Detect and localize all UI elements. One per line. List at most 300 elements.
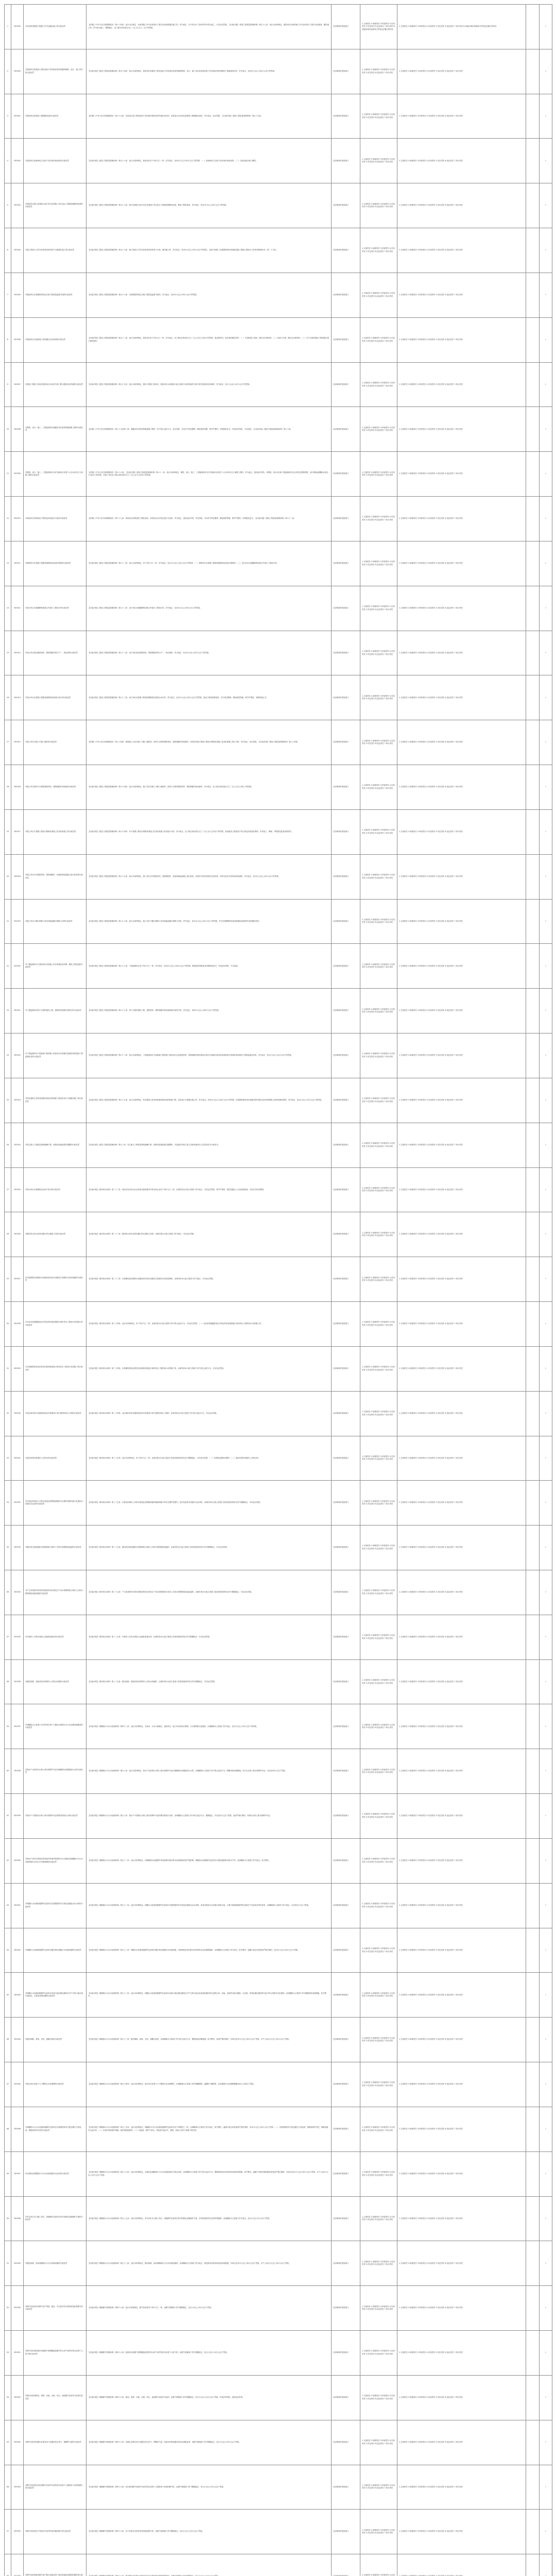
row-number: 32	[5, 1391, 11, 1436]
check-mark: √	[540, 1615, 552, 1659]
responsibility-items: 1.立案责任 2.调查责任 3.审查责任 4.告知责任 5.决定责任 6.送达责任 7.执行责任	[360, 809, 397, 854]
accountability-note: 1.立案责任 2.调查责任 3.审查责任 4.告知责任 5.决定责任 6.送达责任 7.执行责任	[397, 2018, 526, 2062]
accountability-note: 1.立案责任 2.调查责任 3.审查责任 4.告知责任 5.决定责任 6.送达责任 7.执行责任	[397, 809, 526, 854]
row-number: 54	[5, 2375, 11, 2420]
table-row	[5, 854, 552, 899]
responsible-department: 住房和城乡建设部门	[332, 94, 360, 139]
row-number: 46	[5, 2018, 11, 2062]
responsible-department: 住房和城乡建设部门	[332, 1704, 360, 1749]
table-row	[5, 1704, 552, 1749]
row-number: 2	[5, 49, 11, 94]
check-mark: √	[540, 362, 552, 407]
row-number: 22	[5, 944, 11, 989]
remark	[526, 2196, 540, 2241]
responsibility-items: 1.立案责任 2.调查责任 3.审查责任 4.告知责任 5.决定责任 6.送达责任 7.执行责任	[360, 228, 397, 273]
row-number: 25	[5, 1078, 11, 1123]
legal-basis: 【行政法规】《建设工程质量管理条例》第六十四条：有不按照工程设计图纸或者施工技术标准施工的其他行为的，责令改正，处工程合同价款百分之二以上百分之四以下的罚款；造成建设工程质量不符合规定的质量标准的，负责返工、修理，并赔偿因此造成的损失。	[86, 809, 332, 854]
row-number: 9	[5, 362, 11, 407]
accountability-note: 1.立案责任 2.调查责任 3.审查责任 4.告知责任 5.决定责任 6.送达责任 7.执行责任 8.其他法律法规规章文件规定应履行的责任	[397, 5, 526, 49]
remark	[526, 899, 540, 944]
check-mark: √	[540, 631, 552, 675]
accountability-note: 1.立案责任 2.调查责任 3.审查责任 4.告知责任 5.决定责任 6.送达责任 7.执行责任	[397, 1928, 526, 1973]
accountability-note: 1.立案责任 2.调查责任 3.审查责任 4.告知责任 5.决定责任 6.送达责任 7.执行责任	[397, 362, 526, 407]
responsibility-items: 1.立案责任 2.调查责任 3.审查责任 4.告知	[360, 2554, 397, 2576]
responsible-department: 住房和城乡建设部门	[332, 765, 360, 810]
legal-basis: 【法律】《中华人民共和国建筑法》第六十四条：违反本法规定，未取得施工许可证或者开工报告未经批准擅自施工的，责令改正，对不符合开工条件的责令停止施工，可以处以罚款。【行政法规】《建设工程质量管理条例》第五十七条：违反本条例规定，建设单位未取得施工许可证或者开工报告未经批准，擅自施工的，责令停止施工，限期改正，处工程合同价款百分之一以上百分之二以下的罚款。	[86, 5, 332, 49]
legal-basis: 【行政法规】《城镇排水与污水处理条例》第五十二条：违反本条例规定，城镇污水处理设施维护运营单位未按照国家有关规定检测进出水水质的，或者未报送污水处理水质和水量、主要污染物削减量等信息和生产运营成本等信息的，由城镇排水主管部门责令改正，可以处5万元以下罚款。	[86, 1883, 332, 1928]
item-name: 对擅自拆除、改动城镇排水与污水处理设施的行政处罚	[24, 2241, 86, 2286]
table-row	[5, 1033, 552, 1078]
remark	[526, 1436, 540, 1481]
legal-basis: 【行政法规】《城镇燃气管理条例》第四十六条：向未取得燃气经营许可证的单位或者个人提供用于经营的燃气的，由燃气管理部门责令限期改正，处1万元以上10万元以下罚款。	[86, 2465, 332, 2510]
item-name: 对设计单位未按照工程建设强制性标准进行设计的行政处罚	[24, 675, 86, 720]
legal-basis: 【行政法规】《城市供水条例》第三十三条：未按照规定检修供水设施或者在供水设施发生故障后未及时抢修的，由城市供水行政主管部门责令改正，可以处以罚款。	[86, 1257, 332, 1302]
check-mark: √	[540, 809, 552, 854]
legal-basis: 【行政法规】《城镇排水与污水处理条例》第五十六条：违反本条例规定，从事危及城镇排水与污水处理设施安全的活动的，由城镇排水主管部门责令停止违法行为，限期恢复原状或者采取其他补救措施，给予警告；逾期不采取补救措施或者造成严重后果的，对单位处10万元以上30万元以下罚款，对个人处2万元以上10万元以下罚款。	[86, 2151, 332, 2196]
responsible-department: 住房和城乡建设部门	[332, 2286, 360, 2331]
remark	[526, 5, 540, 49]
legal-basis: 【行政法规】《城镇燃气管理条例》第四十六条：违反本条例规定，燃气经营者有下列行为之一的，由燃气管理部门责令限期改正，处1万元以上10万元以下罚款。	[86, 2286, 332, 2331]
responsible-department: 住房和城乡建设部门	[332, 541, 360, 586]
table-row	[5, 1481, 552, 1526]
table-row	[5, 989, 552, 1033]
check-mark: √	[540, 1838, 552, 1883]
check-mark	[540, 2554, 552, 2576]
accountability-note: 1.立案责任 2.调查责任 3.审查责任 4.告知责任 5.决定责任 6.送达责任 7.执行责任	[397, 452, 526, 497]
item-code: 330330	[11, 1391, 24, 1436]
item-code: 330349	[11, 2241, 24, 2286]
item-code: 330336	[11, 1659, 24, 1704]
check-mark: √	[540, 49, 552, 94]
item-name: 对燃气经营者拒绝向市政燃气管网覆盖范围内符合用气条件的单位或者个人供气的行政处罚	[24, 2331, 86, 2376]
row-number: 57	[5, 2510, 11, 2554]
accountability-note: 1.立案责任 2.调查责任 3.审查责任 4.告知责任 5.决定责任 6.送达责任 7.执行责任	[397, 1257, 526, 1302]
item-code: 330340	[11, 1838, 24, 1883]
legal-basis: 【行政法规】《城镇排水与污水处理条例》第五十三条：擅自倾倒、堆放、丢弃、遗撒污泥的，由城镇排水主管部门责令停止违法行为，限期采取治理措施，给予警告；造成严重后果的，对单位处10万元以上50万元以下罚款，对个人处2万元以上10万元以下罚款。	[86, 2018, 332, 2062]
responsible-department: 住房和城乡建设部门	[332, 1167, 360, 1212]
item-name: 对盗用或者转供城市公共供水的行政处罚	[24, 1436, 86, 1481]
accountability-note: 1.立案责任 2.调查责任 3.审查责任 4.告知责任 5.决定责任 6.送达责任 7.执行责任	[397, 497, 526, 541]
legal-basis: 【行政法规】《建设工程质量管理条例》第六十三条：设计单位未按照工程建设强制性标准进行设计的，责令改正，处10万元以上30万元以下的罚款；造成工程质量事故的，责令停业整顿，降低资质等级；情节严重的，吊销资质证书。	[86, 675, 332, 720]
item-name: 对燃气经营者倒卖、抵押、出租、出借、转让、涂改燃气经营许可证的行政处罚	[24, 2375, 86, 2420]
remark	[526, 228, 540, 273]
responsibility-items: 1.立案责任 2.调查责任 3.审查责任 4.告知责任 5.决定责任 6.送达责任 7.执行责任	[360, 273, 397, 317]
table-row	[5, 49, 552, 94]
item-name: 对城镇污水处理设施维护运营单位未按照国家有关规定检测进出水水质的行政处罚	[24, 1883, 86, 1928]
responsibility-items: 1.立案责任 2.调查责任 3.审查责任 4.告知责任 5.决定责任 6.送达责任 7.执行责任	[360, 1973, 397, 2018]
responsibility-items: 1.立案责任 2.调查责任 3.审查责任 4.告知责任 5.决定责任 6.送达责任 7.执行责任	[360, 497, 397, 541]
item-code: 330309	[11, 452, 24, 497]
legal-basis: 【行政法规】《城市供水条例》第三十五条：产生或者使用有毒有害物质的单位将其生产用水管网系统与城市公共供水管网系统直接连接的，由城市供水行政主管部门或者其授权的单位责令限期改正，可以处以罚款。	[86, 1570, 332, 1615]
remark	[526, 1973, 540, 2018]
legal-basis: 【行政法规】《城市供水条例》第三十四条：未按照国家规定的技术标准和规范进行城市供水工程的设计或者施工的，由城市供水行政主管部门责令停止违法行为，可以处以罚款。	[86, 1346, 332, 1391]
responsible-department: 住房和城乡建设部门	[332, 2107, 360, 2151]
responsible-department: 住房和城乡建设部门	[332, 1436, 360, 1481]
item-name: 对燃气经营者在不具备安全条件的场所储存燃气的行政处罚	[24, 2510, 86, 2554]
table-row	[5, 2018, 552, 2062]
item-code: 330352	[11, 2375, 24, 2420]
remark	[526, 2331, 540, 2376]
check-mark: √	[540, 1526, 552, 1570]
check-mark: √	[540, 2241, 552, 2286]
responsible-department: 住房和城乡建设部门	[332, 2062, 360, 2107]
row-number: 21	[5, 899, 11, 944]
accountability-note: 1.立案责任 2.调查责任 3.审查责任 4.告知责任 5.决定责任 6.送达责任 7.执行责任	[397, 1615, 526, 1659]
remark	[526, 2151, 540, 2196]
table-row	[5, 407, 552, 452]
table-row	[5, 1257, 552, 1302]
item-code: 330344	[11, 2018, 24, 2062]
accountability-note: 1.立案责任 2.调查责任 3.审查责任 4.告知责任 5.决定责任 6.送达责任 7.执行责任	[397, 139, 526, 183]
check-mark: √	[540, 2018, 552, 2062]
table-row	[5, 2062, 552, 2107]
table-row	[5, 1615, 552, 1659]
responsibility-items: 1.立案责任 2.调查责任 3.审查责任 4.告知责任 5.决定责任 6.送达责任 7.执行责任	[360, 541, 397, 586]
row-number: 31	[5, 1346, 11, 1391]
responsibility-items: 1.立案责任 2.调查责任 3.审查责任 4.告知责任 5.决定责任 6.送达责任 7.执行责任	[360, 2375, 397, 2420]
legal-basis: 【行政法规】《建设工程质量管理条例》第六十五条：违反本条例规定，施工单位未对建筑材料、建筑构配件、设备和商品混凝土进行检验，或者未对涉及结构安全的试块、试件以及有关材料取样检测的，责令改正，处10万元以上20万元以下的罚款。	[86, 854, 332, 899]
check-mark: √	[540, 1883, 552, 1928]
check-mark: √	[540, 2331, 552, 2376]
responsible-department: 住房和城乡建设部门	[332, 1257, 360, 1302]
check-mark: √	[540, 675, 552, 720]
responsible-department: 住房和城乡建设部门	[332, 273, 360, 317]
check-mark: √	[540, 2465, 552, 2510]
remark	[526, 1346, 540, 1391]
table-row	[5, 1749, 552, 1794]
row-number: 1	[5, 5, 11, 49]
item-name: 对供水单位未按照规定向用户供水的行政处罚	[24, 1167, 86, 1212]
responsibility-items: 1.立案责任 2.调查责任 3.审查责任 4.告知责任 5.决定责任 6.送达责任 7.执行责任	[360, 1659, 397, 1704]
responsible-department: 住房和城乡建设部门	[332, 2375, 360, 2420]
responsibility-items: 1.立案责任 2.调查责任 3.审查责任 4.告知责任 5.决定责任 6.送达责任 7.执行责任	[360, 1526, 397, 1570]
item-code: 330320	[11, 944, 24, 989]
legal-basis	[86, 2554, 332, 2576]
legal-basis: 【行政法规】《建设工程质量管理条例》第六十三条：违反本条例规定，有下列行为之一的，责令改正，处10万元以上30万元以下的罚款：（一）勘察单位未按照工程建设强制性标准进行勘察的；（二）设计单位未根据勘察成果文件进行工程设计的。	[86, 541, 332, 586]
responsibility-items: 1.立案责任 2.调查责任 3.审查责任 4.告知责任 5.决定责任 6.送达责任 7.执行责任	[360, 944, 397, 989]
accountability-note: 1.立案责任 2.调查责任 3.审查责任 4.告知责任 5.决定责任 6.送达责任 7.执行责任	[397, 1078, 526, 1123]
check-mark: √	[540, 586, 552, 631]
item-name: 对产生或者使用有毒有害物质的单位将其生产用水管网系统与城市公共供水管网系统直接连接的行政处罚	[24, 1570, 86, 1615]
legal-basis: 【行政法规】《城镇排水与污水处理条例》第五十七条：违反本条例规定，有关单位未与施工单位、设施维护运营单位等共同制定设施保护方案，并采取相应的安全防护措施的，由城镇排水主管部门责令改正，处2万元以上5万元以下罚款。	[86, 2196, 332, 2241]
remark	[526, 1033, 540, 1078]
remark	[526, 1481, 540, 1526]
responsibility-items: 1.立案责任 2.调查责任 3.审查责任 4.告知责任 5.决定责任 6.送达责任 7.执行责任	[360, 49, 397, 94]
responsible-department: 住房和城乡建设部门	[332, 1838, 360, 1883]
responsible-department: 住房和城乡建设部门	[332, 1883, 360, 1928]
responsible-department: 住房和城乡建设部门	[332, 1570, 360, 1615]
responsibility-items: 1.立案责任 2.调查责任 3.审查责任 4.告知责任 5.决定责任 6.送达责任 7.执行责任	[360, 1302, 397, 1347]
row-number: 37	[5, 1615, 11, 1659]
check-mark: √	[540, 1794, 552, 1839]
remark	[526, 362, 540, 407]
row-number: 6	[5, 228, 11, 273]
check-mark: √	[540, 899, 552, 944]
responsible-department: 住房和城乡建设部门	[332, 854, 360, 899]
check-mark: √	[540, 541, 552, 586]
table-row	[5, 1212, 552, 1257]
item-code: 330300	[11, 49, 24, 94]
legal-basis: 【行政法规】《城市供水条例》第三十五条：擅自将自建设施供水管网系统与城市公共供水管网系统连接的，由城市供水行政主管部门或者其授权的单位责令限期改正，可以处以罚款。	[86, 1526, 332, 1570]
row-number	[5, 2554, 11, 2576]
item-code: 330329	[11, 1346, 24, 1391]
check-mark: √	[540, 1346, 552, 1391]
accountability-note: 1.立案责任 2.调查责任 3.审查责任 4.告知责任 5.决定责任 6.送达责任 7.执行责任	[397, 94, 526, 139]
table-row	[5, 1928, 552, 1973]
item-code: 330355	[11, 2510, 24, 2554]
remark	[526, 2510, 540, 2554]
legal-basis: 【行政法规】《城镇燃气管理条例》第四十六条：未履行必要告知义务擅自停止供气、调整供气量，或者未经审批擅自停业或者歇业的，由燃气管理部门责令限期改正，处1万元以上10万元以下罚款。	[86, 2420, 332, 2465]
item-code: 330311	[11, 541, 24, 586]
table-row	[5, 1078, 552, 1123]
accountability-note: 1.立案责任 2.调查责任 3.审查责任 4.告知责任 5.决定责任 6.送达责任 7.执行责任	[397, 1526, 526, 1570]
item-code: 330326	[11, 1212, 24, 1257]
accountability-note: 1.立案责任 2.调查责任 3.审查责任 4.告知责任 5.决定责任 6.送达责任 7.执行责任	[397, 899, 526, 944]
responsibility-items: 1.立案责任 2.调查责任 3.审查责任 4.告知责任 5.决定责任 6.送达责任 7.执行责任	[360, 362, 397, 407]
row-number: 33	[5, 1436, 11, 1481]
responsible-department: 住房和城乡建设部门	[332, 631, 360, 675]
responsible-department: 住房和城乡建设部门	[332, 139, 360, 183]
responsibility-items: 1.立案责任 2.调查责任 3.审查责任 4.告知责任 5.决定责任 6.送达责任 7.执行责任	[360, 94, 397, 139]
check-mark: √	[540, 2107, 552, 2151]
legal-basis: 【行政法规】《建设工程质量管理条例》第五十六条：明示或者暗示设计单位或者施工单位违反工程建设强制性标准，降低工程质量的，责令改正，处20万元以上50万元以下的罚款。	[86, 183, 332, 228]
accountability-note: 1.立案责任 2.调查责任 3.审查责任 4.告知责任 5.决定责任 6.送达责任 7.执行责任	[397, 2196, 526, 2241]
item-name: 对工程监理单位与建设单位或者施工单位串通弄虚作假、降低工程质量的行政处罚	[24, 944, 86, 989]
item-code: 330337	[11, 1704, 24, 1749]
item-name: 对无证或者超越资质证书规定的经营范围进行城市供水工程设计或者施工的行政处罚	[24, 1302, 86, 1347]
accountability-note	[397, 2554, 526, 2576]
item-code: 330341	[11, 1883, 24, 1928]
legal-basis: 【行政法规】《城市供水条例》第三十四条：违反本条例规定，有下列行为之一的，由城市供水行政主管部门责令停止违法行为，可以处以罚款：（一）无证或者超越资质证书规定的经营范围进行城市供水工程的设计或者施工的。	[86, 1302, 332, 1347]
responsible-department: 住房和城乡建设部门	[332, 1749, 360, 1794]
remark	[526, 452, 540, 497]
item-code: 330306	[11, 317, 24, 362]
responsibility-items: 1.立案责任 2.调查责任 3.审查责任 4.告知责任 5.决定责任 6.送达责任 7.执行责任	[360, 1257, 397, 1302]
row-number: 51	[5, 2241, 11, 2286]
row-number: 15	[5, 631, 11, 675]
remark	[526, 2062, 540, 2107]
responsibility-items: 1.立案责任 2.调查责任 3.审查责任 4.告知责任 5.决定责任 6.送达责任 7.执行责任	[360, 1928, 397, 1973]
responsibility-items: 1.立案责任 2.调查责任 3.审查责任 4.告知责任 5.决定责任 6.送达责任 7.执行责任	[360, 2107, 397, 2151]
table-row	[5, 5, 552, 49]
responsibility-items: 1.立案责任 2.调查责任 3.审查责任 4.告知责任 5.决定责任 6.送达责任 7.执行责任	[360, 139, 397, 183]
responsibility-items: 1.立案责任 2.调查责任 3.审查责任 4.告知责任 5.决定责任 6.送达责任 7.执行责任	[360, 1570, 397, 1615]
remark	[526, 1794, 540, 1839]
accountability-note: 1.立案责任 2.调查责任 3.审查责任 4.告知责任 5.决定责任 6.送达责任 7.执行责任	[397, 1436, 526, 1481]
row-number: 3	[5, 94, 11, 139]
responsible-department: 住房和城乡建设部门	[332, 1615, 360, 1659]
responsible-department: 住房和城乡建设部门	[332, 944, 360, 989]
accountability-note: 1.立案责任 2.调查责任 3.审查责任 4.告知责任 5.决定责任 6.送达责任 7.执行责任	[397, 2375, 526, 2420]
responsibility-items: 1.立案责任 2.调查责任 3.审查责任 4.告知责任 5.决定责任 6.送达责任 7.执行责任	[360, 1436, 397, 1481]
row-number: 41	[5, 1794, 11, 1839]
table-row	[5, 1436, 552, 1481]
row-number: 43	[5, 1883, 11, 1928]
item-name: 对设计单位未根据勘察成果文件进行工程设计的行政处罚	[24, 586, 86, 631]
responsible-department: 住房和城乡建设部门	[332, 1526, 360, 1570]
item-code: 330345	[11, 2062, 24, 2107]
item-name: 对排水户因发生事故或者其他突发事件排放的污水可能危及城镇排水与污水处理设施安全运行未采取措施的行政处罚	[24, 1838, 86, 1883]
item-code: 330316	[11, 765, 24, 810]
item-code: 330333	[11, 1526, 24, 1570]
legal-basis: 【行政法规】《城市供水条例》第三十五条：在城市公共供水管道上直接装泵抽水的，由城市供水行政主管部门或者其授权的单位责令限期改正，可以处以罚款。	[86, 1615, 332, 1659]
table-row	[5, 2151, 552, 2196]
responsible-department: 住房和城乡建设部门	[332, 2465, 360, 2510]
item-name: 对从事危及城镇排水与污水处理设施安全活动的行政处罚	[24, 2151, 86, 2196]
responsible-department: 住房和城乡建设部门	[332, 407, 360, 452]
legal-basis: 【行政法规】《建设工程质量管理条例》第六十九条：违反本条例规定，涉及建筑主体或者承重结构变动的装修工程，没有设计方案擅自施工的，责令改正，处50万元以上100万元以下的罚款；房屋建筑使用者在装修过程中擅自变动房屋建筑主体和承重结构的，责令改正，处5万元以上10万元以下的罚款。	[86, 1078, 332, 1123]
item-code: 330299	[11, 5, 24, 49]
remark	[526, 1838, 540, 1883]
remark	[526, 1704, 540, 1749]
row-number: 36	[5, 1570, 11, 1615]
remark	[526, 631, 540, 675]
remark	[526, 1526, 540, 1570]
item-code: 330325	[11, 1167, 24, 1212]
row-number: 20	[5, 854, 11, 899]
item-name: 对建设单位未按照国家规定办理工程质量监督手续的行政处罚	[24, 273, 86, 317]
remark	[526, 944, 540, 989]
remark	[526, 2286, 540, 2331]
table-row	[5, 2107, 552, 2151]
item-name: 对燃气经营者未向燃气用户持续、稳定、安全供应符合国家质量标准燃气的行政处罚	[24, 2286, 86, 2331]
accountability-note: 1.立案责任 2.调查责任 3.审查责任 4.告知责任 5.决定责任 6.送达责任 7.执行责任	[397, 1302, 526, 1347]
item-name: 对建设单位明示或者暗示设计单位或者施工单位违反工程建设强制性标准的行政处罚	[24, 183, 86, 228]
accountability-note: 1.立案责任 2.调查责任 3.审查责任 4.告知责任 5.决定责任 6.送达责任 7.执行责任	[397, 2510, 526, 2554]
responsibility-items: 1.立案责任 2.调查责任 3.审查责任 4.告知责任 5.决定责任 6.送达责任 7.执行责任	[360, 1704, 397, 1749]
row-number: 12	[5, 497, 11, 541]
responsibility-items: 1.立案责任 2.调查责任 3.审查责任 4.告知责任 5.决定责任 6.送达责任 7.执行责任	[360, 1033, 397, 1078]
table-row	[5, 809, 552, 854]
table-row	[5, 1659, 552, 1704]
legal-basis: 【行政法规】《城镇排水与污水处理条例》第五十条：违反本条例规定，排水户未取得污水排入排水管网许可证向城镇排水设施排放污水的，由城镇排水主管部门责令停止违法行为，限期采取治理措施，补办污水排入排水管网许可证，可以处50万元以下罚款。	[86, 1749, 332, 1794]
accountability-note: 1.立案责任 2.调查责任 3.审查责任 4.告知责任 5.决定责任 6.送达责任 7.执行责任	[397, 49, 526, 94]
check-mark: √	[540, 452, 552, 497]
remark	[526, 1570, 540, 1615]
item-code: 330307	[11, 362, 24, 407]
check-mark: √	[540, 1570, 552, 1615]
check-mark: √	[540, 2286, 552, 2331]
accountability-note: 1.立案责任 2.调查责任 3.审查责任 4.告知责任 5.决定责任 6.送达责任 7.执行责任	[397, 2465, 526, 2510]
table-row	[5, 541, 552, 586]
item-code: 330312	[11, 586, 24, 631]
responsibility-items: 1.立案责任 2.调查责任 3.审查责任 4.告知责任 5.决定责任 6.送达责任 7.执行责任	[360, 1481, 397, 1526]
item-code: 330303	[11, 183, 24, 228]
row-number: 52	[5, 2286, 11, 2331]
row-number: 44	[5, 1928, 11, 1973]
item-code: 330323	[11, 1078, 24, 1123]
row-number: 39	[5, 1704, 11, 1749]
remark	[526, 1749, 540, 1794]
accountability-note: 1.立案责任 2.调查责任 3.审查责任 4.告知责任 5.决定责任 6.送达责任 7.执行责任	[397, 2151, 526, 2196]
responsibility-items: 1.立案责任 2.调查责任 3.审查责任 4.告知责任 5.决定责任 6.送达责任 7.执行责任	[360, 1838, 397, 1883]
check-mark: √	[540, 1302, 552, 1347]
accountability-note: 1.立案责任 2.调查责任 3.审查责任 4.告知责任 5.决定责任 6.送达责任 7.执行责任	[397, 1794, 526, 1839]
item-name: 对擅自倾倒、堆放、丢弃、遗撒污泥的行政处罚	[24, 2018, 86, 2062]
item-code: 330304	[11, 228, 24, 273]
check-mark: √	[540, 989, 552, 1033]
legal-basis: 【行政法规】《建设工程质量管理条例》第五十四条：违反本条例规定，建设单位将建设工程发包给不具有相应资质等级的勘察、设计、施工单位或者委托给不具有相应资质等级的工程监理单位的，责令改正，处50万元以上100万元以下的罚款。	[86, 49, 332, 94]
check-mark: √	[540, 1659, 552, 1704]
item-name: 对设计单位指定建筑材料、建筑构配件的生产厂、供应商的行政处罚	[24, 631, 86, 675]
item-code: 330315	[11, 720, 24, 765]
legal-basis: 【行政法规】《城镇排水与污水处理条例》第五十四条：违反本条例规定，排水单位或者个人不缴纳污水处理费的，由城镇排水主管部门责令限期缴纳，逾期拒不缴纳的，处应缴纳污水处理费数额1倍以上3倍以下罚款。	[86, 2062, 332, 2107]
table-row	[5, 1167, 552, 1212]
item-name: 对施工单位未对建筑材料、建筑构配件、设备和商品混凝土进行检验的行政处罚	[24, 854, 86, 899]
item-name: 对施工图设计文件未经审查或者审查不合格擅自施工的行政处罚	[24, 228, 86, 273]
row-number: 35	[5, 1526, 11, 1570]
responsible-department: 住房和城乡建设部门	[332, 586, 360, 631]
responsibility-items: 1.立案责任 2.调查责任 3.审查责任 4.告知责任 5.决定责任 6.送达责任 7.执行责任	[360, 899, 397, 944]
item-name: 对施工单位不履行保修义务或者拖延履行保修义务的行政处罚	[24, 899, 86, 944]
table-row	[5, 1883, 552, 1928]
responsibility-items: 1.立案责任 2.调查责任 3.审查责任 4.告知责任 5.决定责任 6.送达责任 7.执行责任	[360, 2286, 397, 2331]
legal-basis: 【法律】《中华人民共和国建筑法》第六十五条：发包单位将工程发包给不具有相应资质条件的承包单位的，或者违反本法规定将建筑工程肢解发包的，责令改正，处以罚款。【行政法规】《建设工程质量管理条例》第五十五条。	[86, 94, 332, 139]
check-mark: √	[540, 1481, 552, 1526]
remark	[526, 2018, 540, 2062]
item-name: 对建设工程竣工验收后建设单位未向有关部门移交建设项目档案的行政处罚	[24, 362, 86, 407]
item-name: 对城镇排水与污水处理设施维护运营单位未按照国家有关规定履行日常巡查、维修和养护责任的行政处罚	[24, 2107, 86, 2151]
remark	[526, 94, 540, 139]
accountability-note: 1.立案责任 2.调查责任 3.审查责任 4.告知责任 5.决定责任 6.送达责任 7.执行责任	[397, 407, 526, 452]
check-mark: √	[540, 1704, 552, 1749]
remark	[526, 1257, 540, 1302]
responsibility-items: 1.立案责任 2.调查责任 3.审查责任 4.告知责任 5.决定责任 6.送达责任 7.执行责任	[360, 1123, 397, 1167]
responsibility-items: 1.立案责任 2.调查责任 3.审查责任 4.告知责任 5.决定责任 6.送达责任 7.执行责任	[360, 1615, 397, 1659]
responsible-department: 住房和城乡建设部门	[332, 497, 360, 541]
item-code: 330354	[11, 2465, 24, 2510]
remark	[526, 1391, 540, 1436]
check-mark: √	[540, 1928, 552, 1973]
item-code: 330324	[11, 1123, 24, 1167]
item-code: 330338	[11, 1749, 24, 1794]
row-number: 19	[5, 809, 11, 854]
item-name: 对未按照国家规定的技术标准和规范进行城市供水工程设计或者施工的行政处罚	[24, 1346, 86, 1391]
item-code: 330321	[11, 989, 24, 1033]
item-code: 330305	[11, 273, 24, 317]
responsible-department: 住房和城乡建设部门	[332, 452, 360, 497]
table-row	[5, 1838, 552, 1883]
row-number: 24	[5, 1033, 11, 1078]
row-number: 4	[5, 139, 11, 183]
check-mark: √	[540, 5, 552, 49]
responsible-department: 住房和城乡建设部门	[332, 1659, 360, 1704]
check-mark: √	[540, 1123, 552, 1167]
responsibility-items: 1.立案责任 2.调查责任 3.审查责任 4.告知责任 5.决定责任 6.送达责任 7.执行责任	[360, 1212, 397, 1257]
accountability-note: 1.立案责任 2.调查责任 3.审查责任 4.告知责任 5.决定责任 6.送达责任 7.执行责任	[397, 273, 526, 317]
item-name: 对排水户未取得污水排入排水管网许可证向城镇排水设施排放污水的行政处罚	[24, 1749, 86, 1794]
accountability-note: 1.立案责任 2.调查责任 3.审查责任 4.告知责任 5.决定责任 6.送达责任 7.执行责任	[397, 228, 526, 273]
table-row	[5, 2375, 552, 2420]
item-code: 330334	[11, 1570, 24, 1615]
item-name: 对建设单位迫使承包方以低于成本的价格竞标的行政处罚	[24, 139, 86, 183]
table-row	[5, 452, 552, 497]
table-row	[5, 139, 552, 183]
remark	[526, 1123, 540, 1167]
accountability-note: 1.立案责任 2.调查责任 3.审查责任 4.告知责任 5.决定责任 6.送达责任 7.执行责任	[397, 1346, 526, 1391]
row-number: 50	[5, 2196, 11, 2241]
accountability-note: 1.立案责任 2.调查责任 3.审查责任 4.告知责任 5.决定责任 6.送达责任 7.执行责任	[397, 1123, 526, 1167]
responsible-department: 住房和城乡建设部门	[332, 49, 360, 94]
legal-basis: 【法律】《中华人民共和国建筑法》第六十六条。【行政法规】《建设工程质量管理条例》第六十一条：违反本条例规定，勘察、设计、施工、工程监理单位允许其他单位或者个人以本单位名义承揽工程的，责令改正，没收违法所得，对勘察、设计单位和工程监理单位处合同约定的勘察费、设计费和监理酬金1倍以上2倍以下的罚款；对施工单位处工程合同价款百分之二以上百分之四以下的罚款。	[86, 452, 332, 497]
item-code: 330317	[11, 809, 24, 854]
accountability-note: 1.立案责任 2.调查责任 3.审查责任 4.告知责任 5.决定责任 6.送达责任 7.执行责任	[397, 2062, 526, 2107]
responsibility-items: 1.立案责任 2.调查责任 3.审查责任 4.告知责任 5.决定责任 6.送达责任 7.执行责任	[360, 854, 397, 899]
check-mark: √	[540, 317, 552, 362]
table-row	[5, 1794, 552, 1839]
item-name: 对在规定的城市公共供水管道及其附属设施的安全保护范围内进行危害供水设施安全活动的行政处罚	[24, 1481, 86, 1526]
responsible-department: 住房和城乡建设部门	[332, 720, 360, 765]
